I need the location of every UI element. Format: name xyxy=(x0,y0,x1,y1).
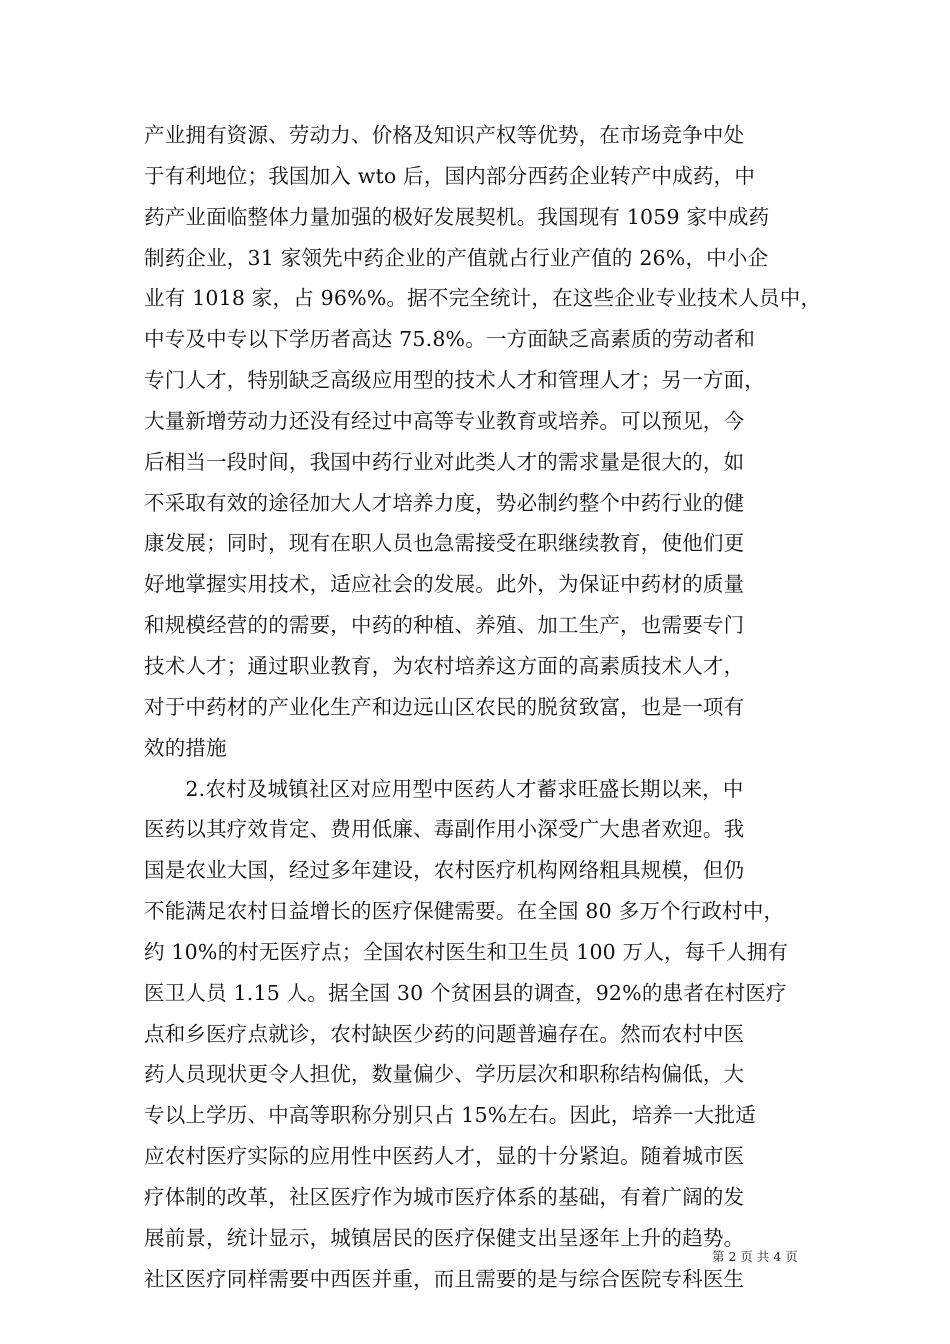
text-line: 后相当一段时间，我国中药行业对此类人才的需求量是很大的，如 xyxy=(144,449,745,474)
page-number-footer: 第 2 页 共 4 页 xyxy=(712,1249,798,1264)
body-text xyxy=(144,115,822,1299)
text-line: 展前景，统计显示，城镇居民的医疗保健支出呈逐年上升的趋势。 xyxy=(144,1225,745,1250)
text-line: 专门人才，特别缺乏高级应用型的技术人才和管理人才；另一方面， xyxy=(144,368,765,393)
text-line: 2.农村及城镇社区对应用型中医药人才蓄求旺盛长期以来，中 xyxy=(144,776,744,801)
text-line: 业有 1018 家，占 96%%。据不完全统计，在这些企业专业技术人员中， xyxy=(144,286,822,311)
text-line: 疗体制的改革，社区医疗作为城市医疗体系的基础，有着广阔的发 xyxy=(144,1184,745,1209)
text-line: 好地掌握实用技术，适应社会的发展。此外，为保证中药材的质量 xyxy=(144,572,745,597)
text-line: 康发展；同时，现有在职人员也急需接受在职继续教育，使他们更 xyxy=(144,531,745,556)
text-line: 技术人才；通过职业教育，为农村培养这方面的高素质技术人才， xyxy=(144,653,745,678)
text-line: 制药企业，31 家领先中药企业的产值就占行业产值的 26%，中小企 xyxy=(144,245,769,270)
text-line: 于有利地位；我国加入 wto 后，国内部分西药企业转产中成药，中 xyxy=(144,163,756,188)
text-line: 医药以其疗效肯定、费用低廉、毒副作用小深受广大患者欢迎。我 xyxy=(144,817,745,842)
text-line: 国是农业大国，经过多年建设，农村医疗机构网络粗具规模，但仍 xyxy=(144,858,745,883)
text-line: 点和乡医疗点就诊，农村缺医少药的问题普遍存在。然而农村中医 xyxy=(144,1021,745,1046)
text-line: 产业拥有资源、劳动力、价格及知识产权等优势，在市场竞争中处 xyxy=(144,123,745,147)
text-line: 专以上学历、中高等职称分别只占 15%左右。因此，培养一大批适 xyxy=(144,1103,756,1128)
text-line: 约 10%的村无医疗点；全国农村医生和卫生员 100 万人，每千人拥有 xyxy=(144,939,789,964)
text-line: 不采取有效的途径加大人才培养力度，势必制约整个中药行业的健 xyxy=(144,490,745,515)
text-line: 药人员现状更令人担优，数量偏少、学历层次和职称结构偏低，大 xyxy=(144,1062,745,1087)
text-line: 中专及中专以下学历者高达 75.8%。一方面缺乏高素质的劳动者和 xyxy=(144,327,756,352)
text-line: 不能满足农村日益增长的医疗保健需要。在全国 80 多万个行政村中， xyxy=(144,899,785,924)
text-line: 对于中药材的产业化生产和边远山区农民的脱贫致富，也是一项有 xyxy=(144,694,745,719)
text-line: 药产业面临整体力量加强的极好发展契机。我国现有 1059 家中成药 xyxy=(144,204,770,229)
text-line: 和规模经营的的需要，中药的种植、养殖、加工生产，也需要专门 xyxy=(144,613,745,638)
text-line: 社区医疗同样需要中西医并重，而且需要的是与综合医院专科医生 xyxy=(144,1266,745,1291)
text-line: 效的措施 xyxy=(144,735,227,760)
text-line: 大量新增劳动力还没有经过中高等专业教育或培养。可以预见，今 xyxy=(144,408,745,433)
text-line: 医卫人员 1.15 人。据全国 30 个贫困县的调查，92%的患者在村医疗 xyxy=(144,980,787,1005)
text-line: 应农村医疗实际的应用性中医药人才，显的十分紧迫。随着城市医 xyxy=(144,1144,745,1169)
